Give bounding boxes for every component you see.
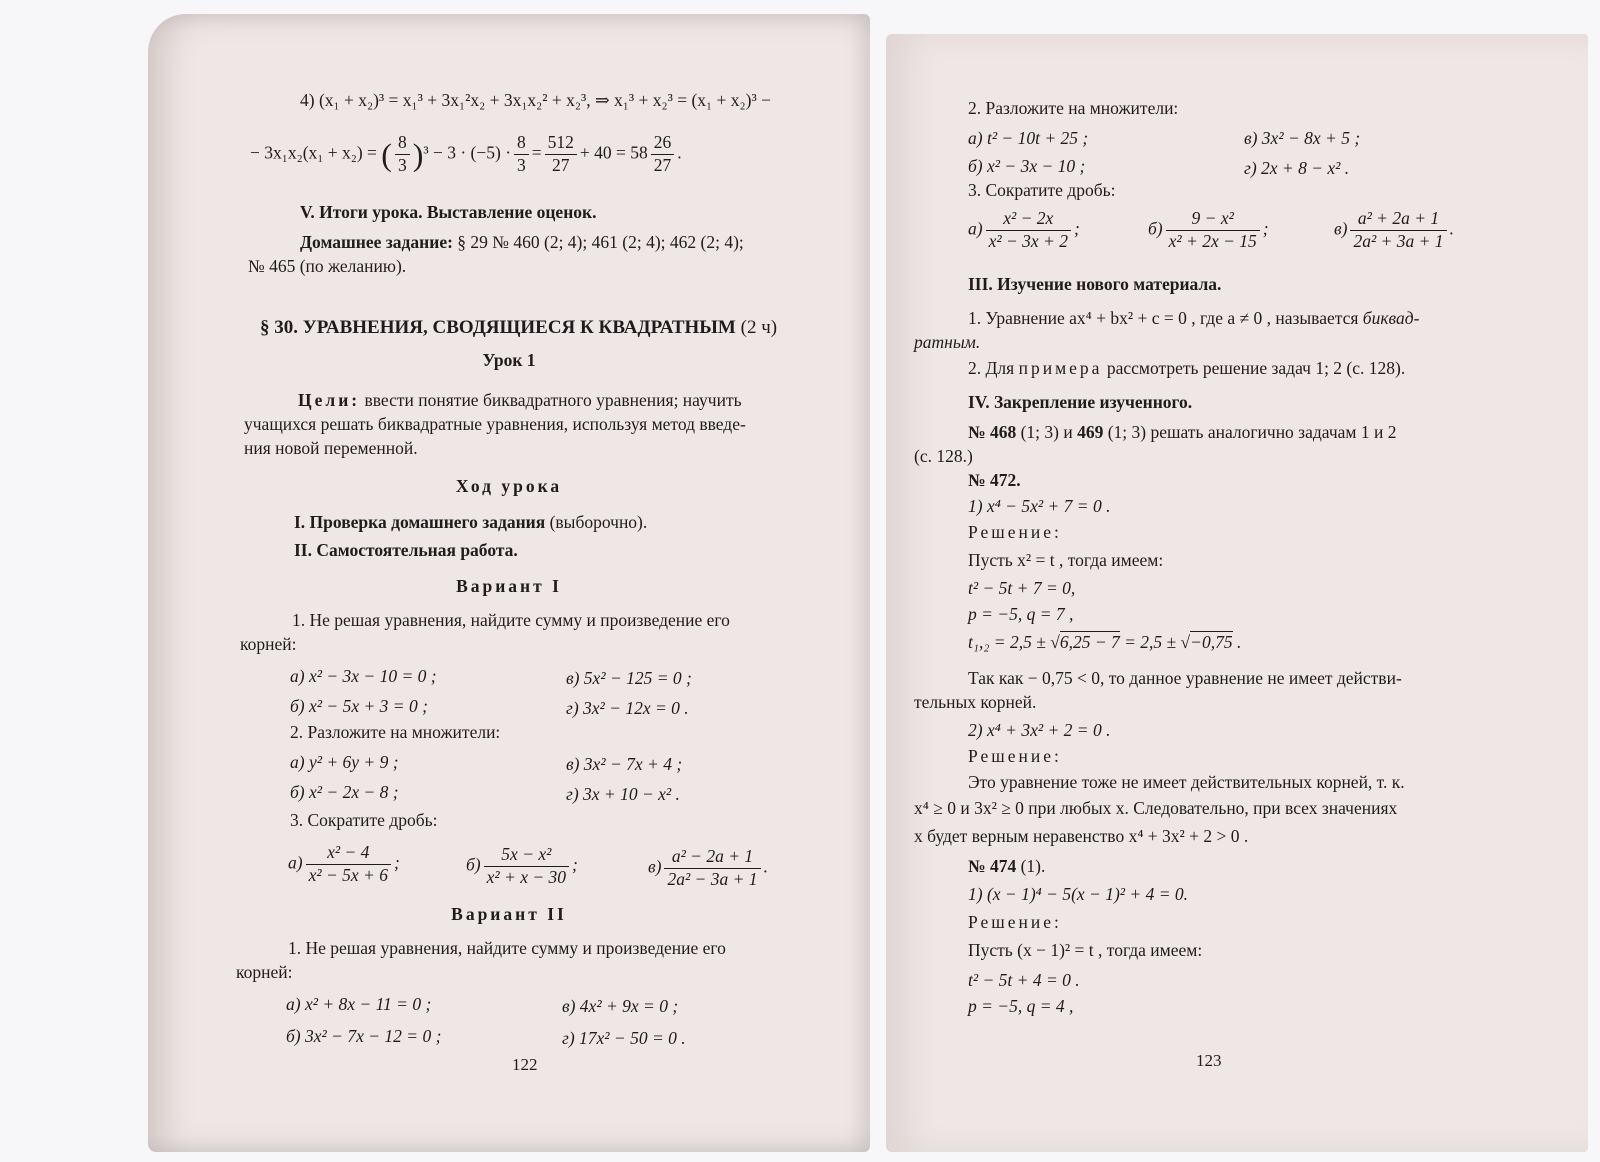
solution-line: Это уравнение тоже не имеет действительных корней, т. к. <box>968 772 1405 792</box>
task-text: корней: <box>236 962 293 982</box>
fraction-item: в) $\frac{\text{a² + 2a + 1}}{\text{2a² + 3a + 1}}$ . <box>1334 208 1454 251</box>
goals-line: Цели: ввести понятие биквадратного уравнения; научить <box>298 390 742 410</box>
solution-line: t² − 5t + 7 = 0, <box>968 578 1076 598</box>
page-number: 123 <box>1196 1051 1222 1070</box>
solution-label: Решение: <box>968 746 1062 766</box>
equation-line: 4) (x₁ + x₂)³ = x₁³ + 3x₁²x₂ + 3x₁x₂² + x₂³, ⇒ x₁³ + x₂³ = (x₁ + x₂)³ − <box>300 90 771 110</box>
task-text: 3. Сократите дробь: <box>290 810 438 830</box>
solution-line: p = −5, q = 4 , <box>968 996 1074 1016</box>
hod-uroka-heading: Ход урока <box>455 476 563 496</box>
goals-line: ния новой переменной. <box>244 438 418 458</box>
theory-line: 2. Для примера рассмотреть решение задач 1; 2 (с. 128). <box>968 358 1406 378</box>
fraction-item: в) $\frac{\text{a² − 2a + 1}}{\text{2a² − 3a + 1}}$ . <box>648 846 768 889</box>
section-3: III. Изучение нового материала. <box>968 274 1222 294</box>
equation: 2) x⁴ + 3x² + 2 = 0 . <box>968 720 1111 740</box>
exercise-item: г) 2x + 8 − x² . <box>1244 158 1350 178</box>
exercise-item: в) 3x² − 7x + 4 ; <box>566 754 683 774</box>
exercise-ref: (с. 128.) <box>914 446 973 466</box>
solution-line: x⁴ ≥ 0 и 3x² ≥ 0 при любых x. Следовательно, при всех значениях <box>914 798 1398 818</box>
solution-line: Пусть x² = t , тогда имеем: <box>968 550 1164 570</box>
solution-line: p = −5, q = 7 , <box>968 604 1074 624</box>
task-text: 2. Разложите на множители: <box>290 722 501 742</box>
exercise-item: г) 3x + 10 − x² . <box>566 784 680 804</box>
equation: 1) x⁴ − 5x² + 7 = 0 . <box>968 496 1111 516</box>
left-page <box>148 14 870 1152</box>
exercise-item: в) 4x² + 9x = 0 ; <box>562 996 679 1016</box>
exercise-item: а) x² + 8x − 11 = 0 ; <box>286 994 432 1014</box>
exercise-number: № 474 (1). <box>968 856 1046 876</box>
exercise-item: б) x² − 5x + 3 = 0 ; <box>290 696 428 716</box>
exercise-number: № 472. <box>968 470 1021 490</box>
solution-label: Решение: <box>968 912 1062 932</box>
theory-line: ратным. <box>914 332 981 352</box>
fraction-item: а) $\frac{\text{x² − 4}}{\text{x² − 5x + 6}}$ ; <box>288 842 400 885</box>
heading-itogi: V. Итоги урока. Выставление оценок. <box>300 202 597 222</box>
exercise-item: б) x² − 3x − 10 ; <box>968 156 1086 176</box>
fraction-item: б) $\frac{\text{5x − x²}}{\text{x² + x − 30}}$ ; <box>466 844 578 887</box>
task-text: 1. Не решая уравнения, найдите сумму и произведение его <box>292 610 730 630</box>
task-text: 3. Сократите дробь: <box>968 180 1116 200</box>
homework-line: Домашнее задание: § 29 № 460 (2; 4); 461 (2; 4); 462 (2; 4); <box>300 232 744 252</box>
solution-label: Решение: <box>968 522 1062 542</box>
right-page <box>886 34 1588 1152</box>
goals-line: учащихся решать биквадратные уравнения, используя метод введе- <box>244 414 746 434</box>
equation: 1) (x − 1)⁴ − 5(x − 1)² + 4 = 0. <box>968 884 1189 904</box>
solution-line: x будет верным неравенство x⁴ + 3x² + 2 > 0 . <box>914 826 1249 846</box>
exercise-item: г) 17x² − 50 = 0 . <box>562 1028 686 1048</box>
exercise-ref: № 468 (1; 3) и 469 (1; 3) решать аналогично задачам 1 и 2 <box>968 422 1397 442</box>
fraction-item: а) $\frac{\text{x² − 2x}}{\text{x² − 3x + 2}}$ ; <box>968 208 1080 251</box>
theory-line: 1. Уравнение ax⁴ + bx² + c = 0 , где a ≠ 0 , называется биквад- <box>968 308 1420 328</box>
exercise-item: б) x² − 2x − 8 ; <box>290 782 399 802</box>
task-text: 1. Не решая уравнения, найдите сумму и произведение его <box>288 938 726 958</box>
solution-line: тельных корней. <box>914 692 1037 712</box>
solution-line: t² − 5t + 4 = 0 . <box>968 970 1080 990</box>
solution-line: Пусть (x − 1)² = t , тогда имеем: <box>968 940 1203 960</box>
variant-1-heading: Вариант I <box>456 576 562 596</box>
exercise-item: б) 3x² − 7x − 12 = 0 ; <box>286 1026 442 1046</box>
exercise-item: в) 3x² − 8x + 5 ; <box>1244 128 1361 148</box>
task-text: 2. Разложите на множители: <box>968 98 1179 118</box>
page-number: 122 <box>512 1055 538 1074</box>
solution-line: Так как − 0,75 < 0, то данное уравнение не имеет действи- <box>968 668 1402 688</box>
section-4: IV. Закрепление изученного. <box>968 392 1193 412</box>
exercise-item: а) y² + 6y + 9 ; <box>290 752 399 772</box>
section-title: § 30. УРАВНЕНИЯ, СВОДЯЩИЕСЯ К КВАДРАТНЫМ (2 ч) <box>260 317 778 338</box>
fraction-item: б) $\frac{\text{9 − x²}}{\text{x² + 2x − 15}}$ ; <box>1148 208 1269 251</box>
exercise-item: г) 3x² − 12x = 0 . <box>566 698 689 718</box>
variant-2-heading: Вариант II <box>451 904 567 924</box>
task-text: корней: <box>240 634 297 654</box>
section-2: II. Самостоятельная работа. <box>294 540 518 560</box>
section-1: I. Проверка домашнего задания (выборочно). <box>294 512 648 532</box>
homework-line-2: № 465 (по желанию). <box>248 256 407 276</box>
exercise-item: в) 5x² − 125 = 0 ; <box>566 668 692 688</box>
exercise-item: а) t² − 10t + 25 ; <box>968 128 1089 148</box>
equation-line: − 3x₁x₂(x₁ + x₂) = ( $\frac{8}{3}$ )³ − 3 · (−5) · $\frac{8}{3}$ = $\frac{512}{27}$ + 40 = 58 $\frac{26}{27}$ . <box>250 132 682 175</box>
lesson-title: Урок 1 <box>482 350 536 370</box>
solution-line: t₁,₂ = 2,5 ± √6,25 − 7 = 2,5 ± √−0,75 . <box>968 632 1242 652</box>
exercise-item: а) x² − 3x − 10 = 0 ; <box>290 666 437 686</box>
